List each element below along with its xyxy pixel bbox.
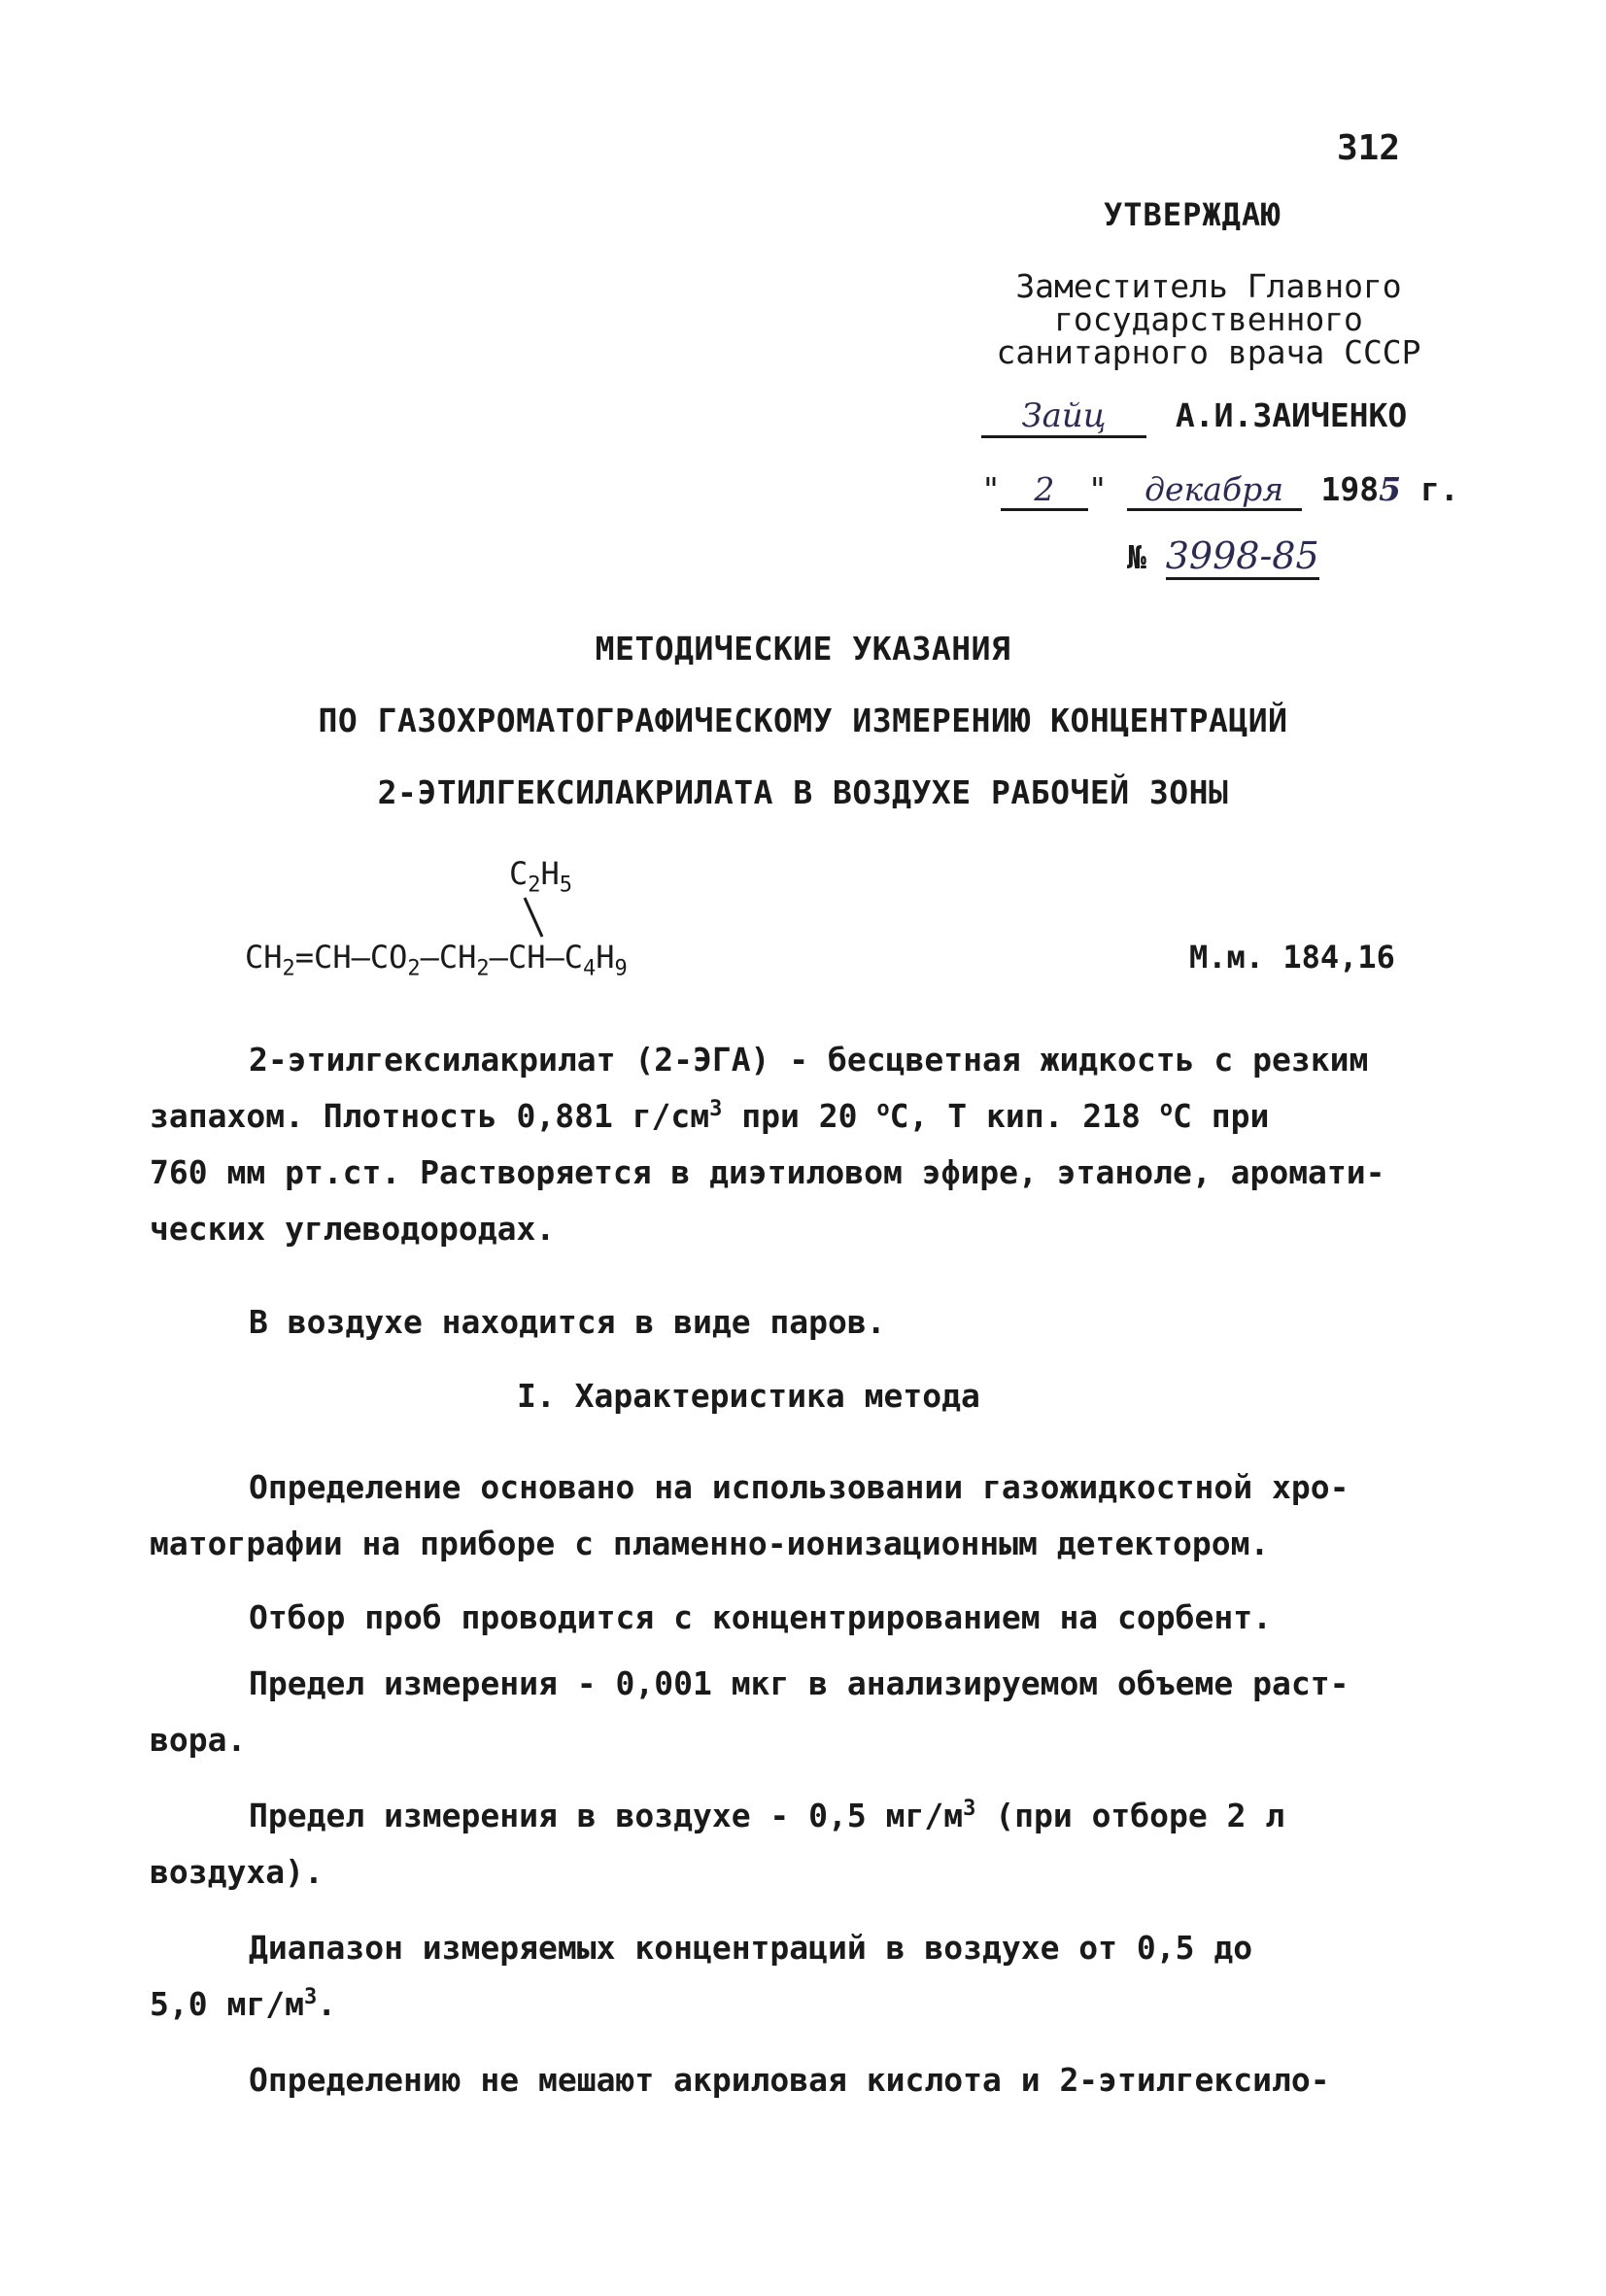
paragraph-7 xyxy=(150,1920,1252,2033)
formula-main xyxy=(245,939,628,981)
main-part2: =CH–CO xyxy=(294,939,408,976)
p6-l1b: (при отборе 2 л xyxy=(975,1797,1285,1834)
formula-bond xyxy=(521,896,550,941)
date-year-prefix: 198 xyxy=(1320,470,1380,508)
p7-l2b: . xyxy=(317,1985,337,2023)
p1-sup: 3 xyxy=(709,1097,723,1121)
p1-deg2: о xyxy=(1159,1097,1174,1121)
paragraph-4: Отбор проб проводится с концентрированием на сорбент. xyxy=(249,1598,1272,1636)
p6-line1 xyxy=(150,1788,1284,1844)
p3-line2: матографии на приборе с пламенно-ионизационным детектором. xyxy=(150,1525,1270,1562)
approval-position-line3: санитарного врача СССР xyxy=(996,333,1421,371)
p6-sup: 3 xyxy=(963,1797,976,1821)
approval-heading: УТВЕРЖДАЮ xyxy=(1104,196,1281,233)
p1-line3: 760 мм рт.ст. Растворяется в диэтиловом эфире, этаноле, аромати- xyxy=(150,1153,1385,1191)
p5-line2: вора. xyxy=(150,1721,247,1759)
title-line2: ПО ГАЗОХРОМАТОГРАФИЧЕСКОМУ ИЗМЕРЕНИЮ КОНЦЕНТРАЦИЙ xyxy=(318,702,1288,739)
p6-l1a: Предел измерения в воздухе - 0,5 мг/м xyxy=(249,1797,964,1834)
paragraph-5 xyxy=(150,1656,1349,1768)
date-year-suffix: 5 xyxy=(1379,470,1402,508)
approval-number xyxy=(1127,534,1319,580)
paragraph-6 xyxy=(150,1788,1284,1901)
p1-l2c: С, Т кип. 218 xyxy=(889,1097,1160,1135)
p1-l2b: при 20 xyxy=(722,1097,877,1135)
p1-l2a: запахом. Плотность 0,881 г/см xyxy=(150,1097,710,1135)
p1-deg1: о xyxy=(876,1097,890,1121)
approval-date xyxy=(981,470,1459,511)
branch-c: C xyxy=(509,855,529,892)
signature-line xyxy=(981,396,1407,438)
p5-line1: Предел измерения - 0,001 мкг в анализируемом объеме раст- xyxy=(249,1664,1350,1702)
p7-line2 xyxy=(150,1976,1252,2033)
p7-line1: Диапазон измеряемых концентраций в воздухе от 0,5 до xyxy=(249,1929,1253,1967)
main-sub2a: 2 xyxy=(282,956,295,981)
approval-position-line2: государственного xyxy=(1054,300,1363,338)
title-line3: 2-ЭТИЛГЕКСИЛАКРИЛАТА В ВОЗДУХЕ РАБОЧЕЙ ЗОНЫ xyxy=(377,773,1229,811)
main-h: H xyxy=(596,939,615,976)
number-sign: № xyxy=(1127,538,1146,576)
title-line1: МЕТОДИЧЕСКИЕ УКАЗАНИЯ xyxy=(595,630,1011,668)
p1-l2d: С при xyxy=(1173,1097,1270,1135)
main-sub9: 9 xyxy=(614,956,628,981)
page-number: 312 xyxy=(1336,128,1400,168)
date-quote-close: " xyxy=(1087,470,1108,508)
handwritten-signature: Зайц xyxy=(981,396,1146,438)
branch-sub5: 5 xyxy=(559,873,573,898)
number-value: 3998-85 xyxy=(1166,534,1319,580)
paragraph-1 xyxy=(150,1032,1385,1257)
p1-line4: ческих углеводородах. xyxy=(150,1210,556,1248)
main-part3: –CH xyxy=(420,939,477,976)
p7-l2a: 5,0 мг/м xyxy=(150,1985,304,2023)
date-suffix: г. xyxy=(1419,470,1459,508)
main-sub4: 4 xyxy=(583,956,597,981)
date-quote-open: " xyxy=(981,470,1001,508)
paragraph-8: Определению не мешают акриловая кислота и 2-этилгексило- xyxy=(249,2061,1330,2099)
branch-sub2: 2 xyxy=(528,873,541,898)
date-month: декабря xyxy=(1127,470,1302,511)
p1-line2 xyxy=(150,1088,1385,1145)
date-day: 2 xyxy=(1001,470,1088,511)
section-heading-1: I. Характеристика метода xyxy=(517,1377,980,1415)
paragraph-2: В воздухе находится в виде паров. xyxy=(249,1303,886,1341)
approval-position-line1: Заместитель Главного xyxy=(1015,267,1402,305)
main-ch: CH xyxy=(245,939,283,976)
date-year xyxy=(1321,470,1402,508)
main-part4: –CH–C xyxy=(489,939,583,976)
main-sub2b: 2 xyxy=(407,956,421,981)
main-sub2c: 2 xyxy=(476,956,490,981)
approval-position xyxy=(985,267,1432,371)
p1-line1: 2-этилгексилакрилат (2-ЭГА) - бесцветная жидкость с резким xyxy=(249,1041,1369,1079)
p6-line2: воздуха). xyxy=(150,1853,324,1891)
molecular-weight: М.м. 184,16 xyxy=(1189,939,1395,976)
signer-name: А.И.ЗАИЧЕНКО xyxy=(1175,396,1408,434)
paragraph-3 xyxy=(150,1459,1349,1572)
p7-sup: 3 xyxy=(303,1985,318,2009)
formula-branch xyxy=(509,855,573,898)
p3-line1: Определение основано на использовании газожидкостной хро- xyxy=(249,1468,1350,1506)
branch-h: H xyxy=(540,855,560,892)
